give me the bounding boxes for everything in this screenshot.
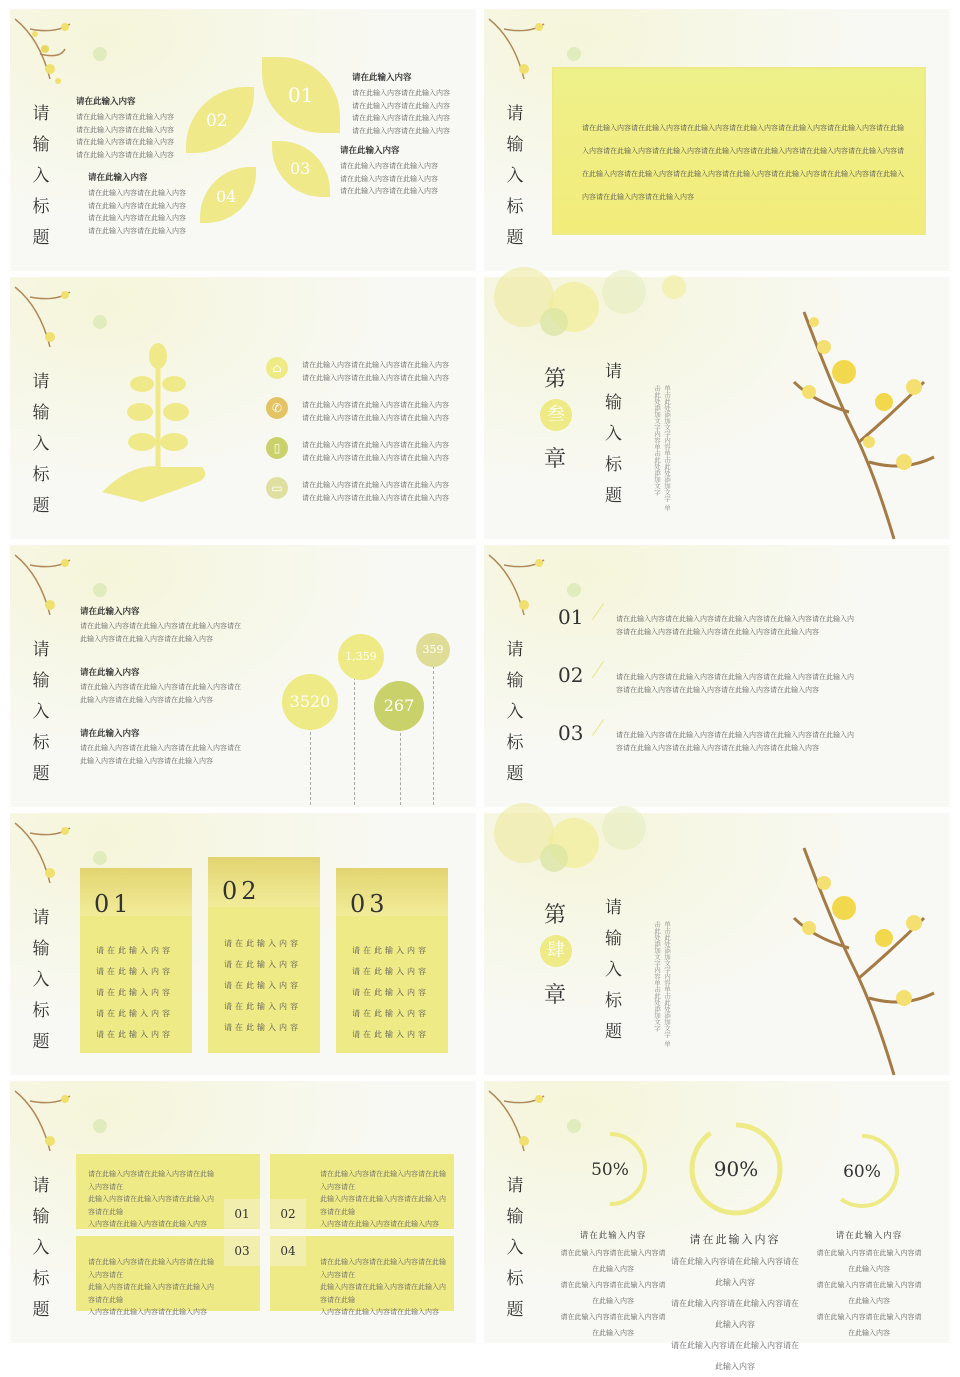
slide-9 <box>10 1081 476 1343</box>
box-01: 请在此输入内容请在此输入内容请在此输入内容请在 此输入内容请在此输入内容请在此输入内容请在此输 入内容请在此输入内容请在此输入内容 01 <box>76 1154 260 1229</box>
blossom-cluster-icon <box>484 813 714 903</box>
chapter-label-zhang: 章 <box>544 983 567 1008</box>
slide-chapter-3 <box>484 277 950 539</box>
chapter-number-circle: 叁 <box>540 399 572 431</box>
ring-caption: 请在此输入内容 请在此输入内容请在此输入内容请在此输入内容 请在此输入内容请在此输入内容请在此输入内容 请在此输入内容请在此输入内容请在此输入内容 <box>816 1231 922 1337</box>
slide-6: 请 输 入 标 题 01 请在此输入内容请在此输入内容请在此输入内容请在此输入内容请在此输入内 容请在此输入内容请在此输入内容请在此输入内容请在此输入内容 02 请在此输入内容请在此输入内容请在此输入内容请在此输入内容请在此输入内 容请在此输入内容请在此输入内容请在此输入内容请在此输入内容 03 请在此输入内容请在此输入内容请在此输入内容请在此输入内容请在此输入内 容请在此输入内容请在此输入内容请在此输入内容请在此输入内容 <box>484 545 950 807</box>
chapter-label-zhang: 章 <box>544 447 567 472</box>
box-04: 04 请在此输入内容请在此输入内容请在此输入内容请在 此输入内容请在此输入内容请在此输入内容请在此输 入内容请在此输入内容请在此输入内容 <box>270 1236 454 1311</box>
vertical-title: 请 输 入 标 题 <box>32 1176 50 1320</box>
box-02: 02 请在此输入内容请在此输入内容请在此输入内容请在 此输入内容请在此输入内容请在此输入内容请在此输 入内容请在此输入内容请在此输入内容 <box>270 1154 454 1229</box>
vertical-title: 请 输 入 标 题 <box>506 104 524 248</box>
vertical-title: 请 输 入 标 题 <box>506 1176 524 1320</box>
vertical-title: 请 输 入 标 题 <box>506 640 524 784</box>
slide-7 <box>10 813 476 1075</box>
leaf-02: 02 <box>186 87 254 153</box>
text-block: 请在此输入内容 请在此输入内容请在此输入内容请在此输入内容请在 此输入内容请在此输入内容请在此输入内容 <box>80 729 241 765</box>
vertical-title: 请 输 入 标 题 <box>32 372 50 516</box>
chapter-number-circle: 肆 <box>540 935 572 967</box>
slide-2 <box>484 9 950 271</box>
plum-branch-icon <box>774 828 950 1075</box>
chapter-label-di: 第 <box>544 903 567 928</box>
phone-icon: ✆ <box>266 397 288 419</box>
blossom-cluster-icon <box>484 277 714 367</box>
ring-90 <box>686 1119 786 1219</box>
box-03: 请在此输入内容请在此输入内容请在此输入内容请在 此输入内容请在此输入内容请在此输入内容请在此输 入内容请在此输入内容请在此输入内容 03 <box>76 1236 260 1311</box>
vertical-title: 请 输 入 标 题 <box>32 908 50 1052</box>
hand-plant-icon <box>102 342 212 507</box>
ring-60 <box>822 1131 902 1211</box>
text-block-a: 请在此输入内容 请在此输入内容请在此输入内容 请在此输入内容请在此输入内容 请在此输入内容请在此输入内容 请在此输入内容请在此输入内容 <box>76 97 174 159</box>
vertical-title: 请 输 入 标 题 <box>32 104 50 248</box>
slide-3: 请 输 入 标 题 ⌂ 请在此输入内容请在此输入内容请在此输入内容 请在此输入内容请在此输入内容请在此输入内容 ✆ 请在此输入内容请在此输入内容请在此输入内容 请在此输入内容请在此输入内容请在此输入内容 ▯ 请在此输入内容请在此输入内容请在此输入内容 请在此输入内容请在此输入内容请在此输入内容 ▭ 请在此输入内容请在此输入内容请在此输入内容 请在此输入内容请在此输入内容请在此输入内容 <box>10 277 476 539</box>
text-panel: 请在此输入内容请在此输入内容请在此输入内容请在此输入内容请在此输入内容请在此输入内容请在此输入内容请在此输入内容请在此输入内容请在此输入内容请在此输入内容请在此输入内容请在此输入内容请在此输入内容请在此输入内容请在此输入内容请在此输入内容请在此输入内容请在此输入内容请在此输入内容请在此输入内容请在此输入内容 <box>552 67 926 235</box>
card-01: 01 请在此输入内容 请在此输入内容 请在此输入内容 请在此输入内容 请在此输入内容 <box>80 868 192 1053</box>
card-icon: ▭ <box>266 477 288 499</box>
leaf-03: 03 <box>272 141 330 197</box>
svg-text:60%: 60% <box>843 1162 881 1182</box>
leaf-01: 01 <box>262 57 340 133</box>
vertical-title: 请 输 入 标 题 <box>32 640 50 784</box>
plum-branch-icon <box>774 292 950 539</box>
chapter-subtitle: 单击此处添加文字内容单击此处添加文字 单击此处添加文字内容单击此处添加文字 <box>653 921 671 1047</box>
mobile-icon: ▯ <box>266 437 288 459</box>
text-block: 请在此输入内容 请在此输入内容请在此输入内容请在此输入内容请在 此输入内容请在此输入内容请在此输入内容 <box>80 668 241 704</box>
text-block-c: 请在此输入内容 请在此输入内容请在此输入内容 请在此输入内容请在此输入内容 请在此输入内容请在此输入内容 请在此输入内容请在此输入内容 <box>352 73 450 135</box>
slide-10 <box>484 1081 950 1371</box>
svg-text:50%: 50% <box>591 1160 629 1180</box>
card-02: 02 请在此输入内容 请在此输入内容 请在此输入内容 请在此输入内容 请在此输入内容 <box>208 857 320 1053</box>
slide-5 <box>10 545 476 807</box>
home-icon: ⌂ <box>266 357 288 379</box>
card-03: 03 请在此输入内容 请在此输入内容 请在此输入内容 请在此输入内容 请在此输入内容 <box>336 868 448 1053</box>
text-block-b: 请在此输入内容 请在此输入内容请在此输入内容 请在此输入内容请在此输入内容 请在此输入内容请在此输入内容 请在此输入内容请在此输入内容 <box>88 173 186 235</box>
bubble-267: 267 <box>374 681 424 731</box>
bubble-3520: 3520 <box>282 674 338 730</box>
chapter-subtitle: 单击此处添加文字内容单击此处添加文字 单击此处添加文字内容单击此处添加文字 <box>653 385 671 511</box>
bubble-359: 359 <box>416 633 450 667</box>
svg-text:90%: 90% <box>713 1157 759 1181</box>
slide-chapter-4 <box>484 813 950 1075</box>
ring-caption: 请在此输入内容 请在此输入内容请在此输入内容请在此输入内容 请在此输入内容请在此输入内容请在此输入内容 请在此输入内容请在此输入内容请在此输入内容 <box>560 1231 666 1337</box>
slide-1 <box>10 9 476 271</box>
ring-caption: 请在此输入内容 请在此输入内容请在此输入内容请在此输入内容 请在此输入内容请在此输入内容请在此输入内容 请在此输入内容请在此输入内容请在此输入内容 <box>671 1233 799 1371</box>
chapter-title: 请 输 入 标 题 <box>605 362 622 506</box>
chapter-label-di: 第 <box>544 367 567 392</box>
bubble-1359: 1,359 <box>338 634 384 680</box>
chapter-title: 请 输 入 标 题 <box>605 898 622 1042</box>
leaf-04: 04 <box>200 167 256 223</box>
text-block-d: 请在此输入内容 请在此输入内容请在此输入内容 请在此输入内容请在此输入内容 请在此输入内容请在此输入内容 <box>340 146 438 195</box>
ring-50 <box>570 1129 650 1209</box>
text-block: 请在此输入内容 请在此输入内容请在此输入内容请在此输入内容请在 此输入内容请在此输入内容请在此输入内容 <box>80 607 241 643</box>
